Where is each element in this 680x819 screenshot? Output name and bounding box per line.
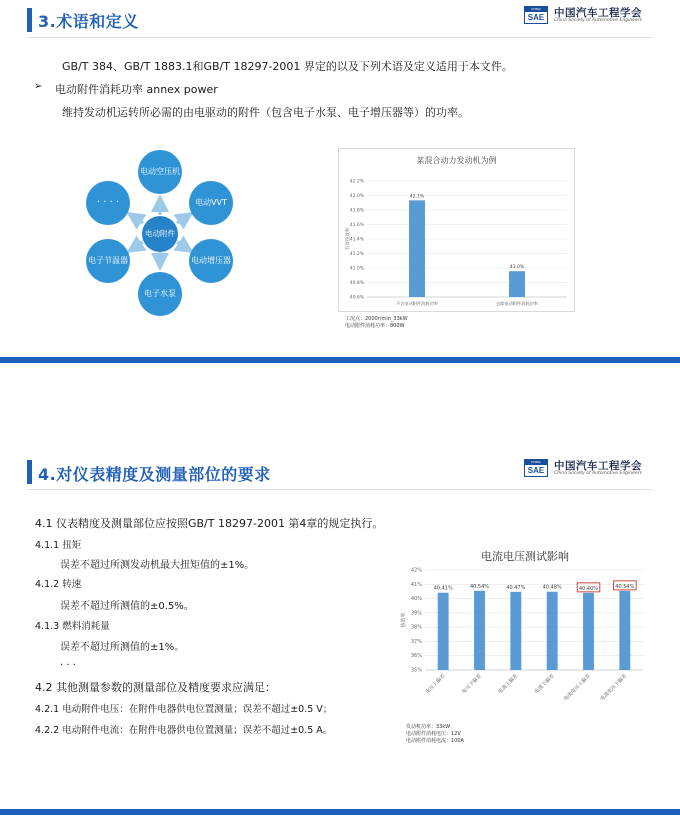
header-accent-bar — [27, 460, 32, 484]
section-4-1-2: 4.1.2 转速 — [35, 579, 82, 590]
category-label: 不含电动附件消耗功率 — [396, 301, 438, 306]
bar — [583, 593, 594, 670]
slide1-bottom-bar — [0, 357, 680, 363]
data-label: 40.54% — [469, 583, 490, 590]
section-4-2-2: 4.2.2 电动附件电流：在附件电器供电位置测量；误差不超过±0.5 A。 — [35, 725, 333, 736]
category-label: 电流下偏差 — [533, 673, 556, 696]
slide2-bottom-bar — [0, 809, 680, 815]
category-label: 电压上偏差 — [424, 673, 447, 696]
chart2-note-1: 电动附件消耗电压：12V — [406, 731, 461, 737]
section-4-2: 4.2 其他测量参数的测量部位及精度要求应满足： — [35, 681, 276, 694]
term-heading: 电动附件消耗功率 annex power — [55, 83, 218, 96]
section-4-1-1-text: 误差不超过所测发动机最大扭矩值的±1%。 — [60, 560, 255, 571]
data-label: 40.47% — [506, 584, 526, 591]
section-4-1-3-text: 误差不超过所测值的±1%。 — [60, 642, 185, 653]
chart2-title: 电流电压测试影响 — [481, 550, 569, 563]
y-axis-label: 热效率 — [401, 612, 407, 628]
chart-card-1 — [338, 148, 575, 312]
logo-name-en: China Society of Automotive Engineers — [554, 18, 642, 23]
data-label: 42.1% — [409, 194, 425, 200]
diagram-node-booster: 电动增压器 — [189, 239, 233, 283]
chart2-svg — [395, 560, 650, 720]
section-4-1-1: 4.1.1 扭矩 — [35, 540, 82, 551]
chart2-note-0: 发动机功率：33kW — [406, 724, 451, 730]
diagram-node-more: · · · · — [86, 181, 130, 225]
bar — [474, 591, 485, 670]
chart1-note-1: 电动附件消耗功率：800W — [345, 323, 405, 329]
chart1-note-0: 工况点：2000r/min_33kW — [345, 316, 408, 322]
bar — [510, 592, 521, 670]
y-tick-label: 41.8% — [349, 208, 364, 214]
data-label: 40.54% — [615, 583, 635, 590]
diagram-node-thermostat: 电子节温器 — [86, 239, 130, 283]
slide-title: 4.对仪表精度及测量部位的要求 — [38, 465, 271, 484]
intro-text: GB/T 384、GB/T 1883.1和GB/T 18297-2001 界定的以及下列术语及定义适用于本文件。 — [62, 60, 513, 73]
y-tick-label: 42% — [410, 567, 422, 574]
bar — [509, 271, 525, 297]
header-accent-bar — [27, 8, 32, 32]
y-tick-label: 41.0% — [349, 266, 364, 272]
logo-name-cn: 中国汽车工程学会 — [554, 460, 642, 472]
slide-terms — [0, 0, 680, 366]
y-tick-label: 40.8% — [349, 281, 364, 286]
y-tick-label: 36% — [410, 653, 422, 660]
slide-accuracy — [0, 452, 680, 819]
y-tick-label: 42.2% — [349, 179, 364, 185]
y-tick-label: 42.0% — [349, 194, 364, 199]
category-label: 电流电压下偏差 — [599, 673, 629, 703]
chart1-title: 某混合动力发动机为例 — [416, 156, 497, 165]
chart1-svg — [339, 149, 576, 313]
diagram-center-node: 电动附件 — [142, 216, 178, 252]
section-4-1: 4.1 仪表精度及测量部位应按照GB/T 18297-2001 第4章的规定执行。 — [35, 517, 384, 530]
term-definition: 维持发动机运转所必需的由电驱动的附件（包含电子水泵、电子增压器等）的功率。 — [62, 106, 469, 119]
chart2-note-2: 电动附件消耗电流：100A — [406, 738, 464, 744]
ellipsis-dots: · · · — [60, 660, 76, 671]
header-divider — [27, 37, 653, 38]
logo-badge: CHINA SAE — [524, 6, 548, 24]
bar — [547, 592, 558, 670]
logo-badge: CHINA SAE — [524, 459, 548, 477]
y-tick-label: 38% — [410, 624, 422, 631]
y-tick-label: 37% — [410, 638, 422, 645]
data-label: 40.41% — [433, 585, 453, 592]
logo-name-cn: 中国汽车工程学会 — [554, 7, 642, 19]
category-label: 电压下偏差 — [460, 673, 483, 696]
category-label: 去除电动附件消耗功率 — [496, 301, 538, 306]
bar — [438, 593, 449, 670]
section-4-1-2-text: 误差不超过所测值的±0.5%。 — [60, 601, 194, 612]
logo-name-en: China Society of Automotive Engineers — [554, 471, 642, 476]
y-tick-label: 40.6% — [349, 295, 364, 301]
csae-logo — [524, 458, 660, 480]
data-label: 40.40% — [578, 585, 599, 592]
diagram-node-water-pump: 电子水泵 — [138, 272, 182, 316]
category-label: 电流电压上偏差 — [562, 673, 592, 703]
y-tick-label: 41% — [410, 581, 422, 588]
slide-title: 3.术语和定义 — [38, 12, 139, 31]
y-tick-label: 39% — [410, 610, 422, 617]
y-tick-label: 41.2% — [349, 252, 364, 257]
bar — [409, 200, 425, 297]
y-tick-label: 35% — [410, 667, 422, 674]
data-label: 41.0% — [509, 265, 525, 271]
y-tick-label: 40% — [410, 596, 422, 603]
bar — [619, 591, 630, 670]
bullet-icon: ➢ — [34, 81, 43, 92]
diagram-node-air-compressor: 电动空压机 — [138, 150, 182, 194]
category-label: 电流上偏差 — [497, 673, 520, 696]
section-4-2-1: 4.2.1 电动附件电压：在附件电器供电位置测量；误差不超过±0.5 V； — [35, 704, 333, 715]
diagram-node-vvt: 电动VVT — [189, 181, 233, 225]
y-tick-label: 41.4% — [349, 237, 364, 243]
y-tick-label: 41.6% — [349, 223, 364, 228]
csae-logo — [524, 5, 660, 27]
section-4-1-3: 4.1.3 燃料消耗量 — [35, 621, 110, 632]
data-label: 40.48% — [542, 584, 562, 591]
header-divider — [27, 489, 653, 490]
y-axis-label: 有效热效率 — [346, 227, 351, 251]
